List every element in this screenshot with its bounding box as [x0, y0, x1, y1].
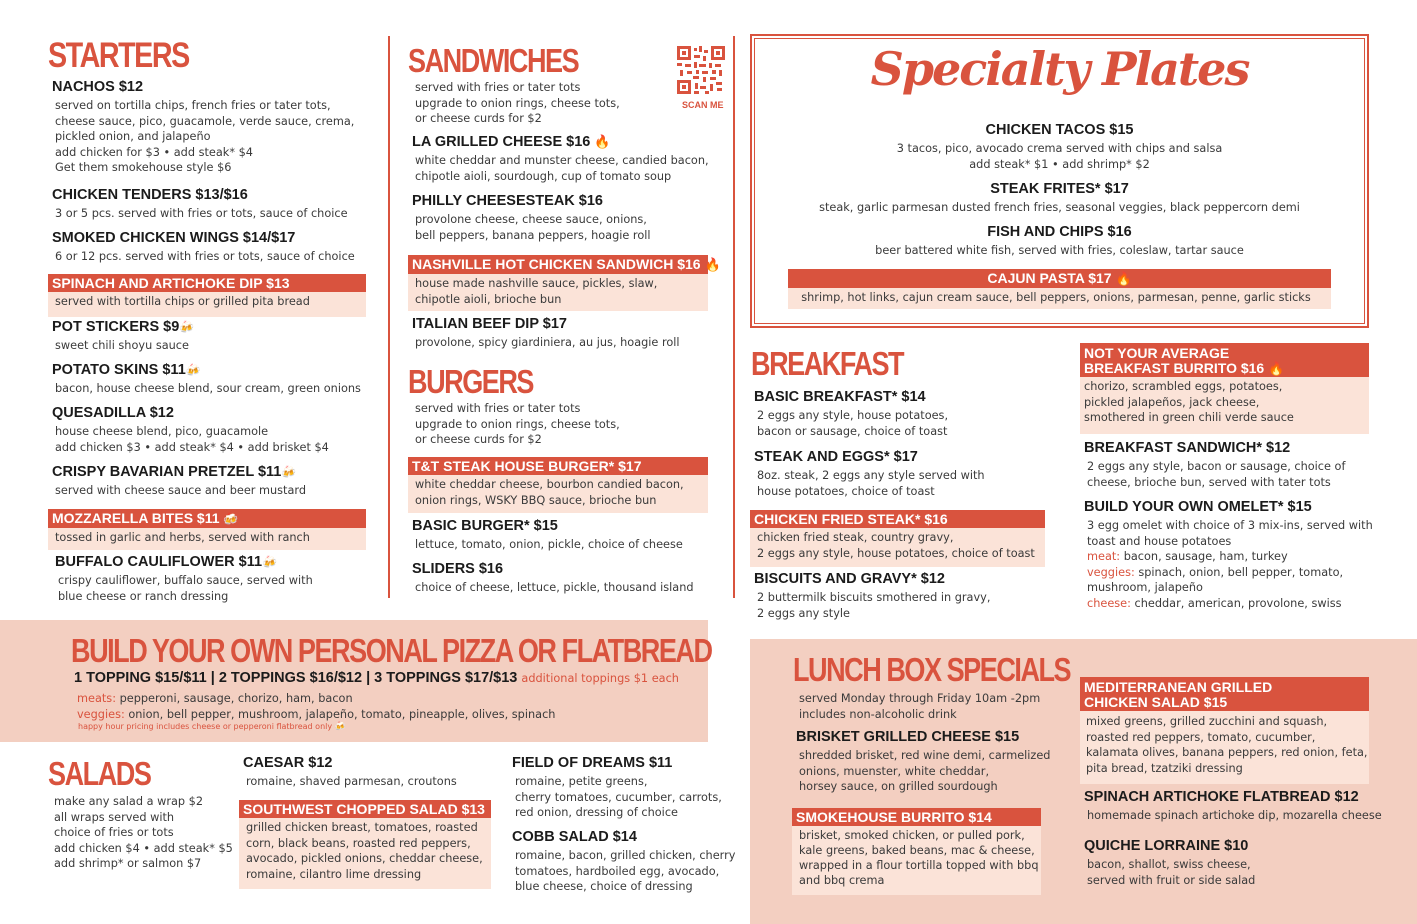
lunch-title: LUNCH BOX SPECIALS	[793, 651, 1071, 688]
highlight-item: SOUTHWEST CHOPPED SALAD $13 grilled chicken breast, tomatoes, roasted corn, black beans, roasted red peppers, avocado, pickled onions, cheddar cheese, romaine, cilantro lime dressing	[239, 800, 491, 889]
specialty-title: Specialty Plates	[870, 42, 1249, 96]
menu-item: ITALIAN BEEF DIP $17 provolone, spicy giardiniera, au jus, hoagie roll	[412, 316, 680, 349]
highlight-item: SMOKEHOUSE BURRITO $14 brisket, smoked chicken, or pulled pork, kale greens, baked beans, mac & cheese, wrapped in a flour tortilla topped with bbq and bbq crema	[792, 808, 1041, 895]
happy-hour-icon: 🍻	[223, 512, 239, 526]
menu-item: QUICHE LORRAINE $10 bacon, shallot, swiss cheese, served with fruit or side salad	[1084, 838, 1256, 887]
menu-item: STEAK FRITES* $17 steak, garlic parmesan dusted french fries, seasonal veggies, black peppercorn demi	[819, 181, 1300, 214]
lunch-intro: served Monday through Friday 10am -2pm includes non-alcoholic drink	[799, 692, 1041, 721]
menu-item: POTATO SKINS $11🍻 bacon, house cheese blend, sour cream, green onions	[52, 362, 361, 395]
happy-hour-icon: 🍻	[262, 555, 277, 569]
menu-item: BREAKFAST SANDWICH* $12 2 eggs any style, bacon or sausage, choice of cheese, brioche bun, served with tater tots	[1084, 440, 1346, 489]
menu-item: BISCUITS AND GRAVY* $12 2 buttermilk biscuits smothered in gravy, 2 eggs any style	[754, 571, 991, 620]
spicy-flame-icon: 🔥	[1268, 361, 1285, 376]
menu-item: LA GRILLED CHEESE $16 🔥 white cheddar and munster cheese, candied bacon, chipotle aioli, sourdough, cup of tomato soup	[412, 134, 709, 183]
menu-item: SPINACH ARTICHOKE FLATBREAD $12 homemade spinach artichoke dip, mozarella cheese	[1084, 789, 1382, 822]
menu-item: COBB SALAD $14 romaine, bacon, grilled chicken, cherry tomatoes, hardboiled egg, avocado, blue cheese, choice of dressing	[512, 829, 736, 893]
highlight-item: CHICKEN FRIED STEAK* $16 chicken fried steak, country gravy, 2 eggs any style, house potatoes, choice of toast	[750, 510, 1045, 567]
salads-intro: make any salad a wrap $2 all wraps served with choice of fries or tots add chicken $4 • add steak* $5 add shrimp* or salmon $7	[54, 795, 233, 870]
menu-item: BASIC BURGER* $15 lettuce, tomato, onion, pickle, choice of cheese	[412, 518, 683, 551]
salads-title: SALADS	[48, 755, 151, 792]
menu-item: FIELD OF DREAMS $11 romaine, petite greens, cherry tomatoes, cucumber, carrots, red onion, dressing of choice	[512, 755, 722, 819]
menu-item: CHICKEN TENDERS $13/$16 3 or 5 pcs. served with fries or tots, sauce of choice	[52, 187, 348, 220]
highlight-item: CAJUN PASTA $17 🔥 shrimp, hot links, cajun cream sauce, bell peppers, onions, parmesan, penne, garlic sticks	[788, 269, 1331, 309]
menu-item: FISH AND CHIPS $16 beer battered white fish, served with fries, coleslaw, tartar sauce	[875, 224, 1244, 257]
menu-item: PHILLY CHEESESTEAK $16 provolone cheese, cheese sauce, onions, bell peppers, banana peppers, hoagie roll	[412, 193, 651, 242]
menu-item: NACHOS $12 served on tortilla chips, french fries or tater tots, cheese sauce, pico, guacamole, verde sauce, crema, pickled onion, and jalapeño add chicken for $3 • add steak* $4 Get them smokehouse style $6	[52, 79, 355, 174]
pizza-pricing: 1 TOPPING $15/$11 | 2 TOPPINGS $16/$12 | 3 TOPPINGS $17/$13 additional toppings $1 each	[74, 670, 679, 686]
burgers-title: BURGERS	[408, 363, 533, 400]
spicy-flame-icon: 🔥	[594, 134, 611, 149]
scan-me-label: SCAN ME	[682, 100, 724, 110]
highlight-item: NASHVILLE HOT CHICKEN SANDWICH $16 🔥 house made nashville sauce, pickles, slaw, chipotle aioli, brioche bun	[408, 255, 708, 311]
menu-item: CAESAR $12 romaine, shaved parmesan, croutons	[243, 755, 457, 788]
divider-starters-sandwiches	[388, 36, 390, 598]
pizza-toppings: meats: pepperoni, sausage, chorizo, ham, bacon veggies: onion, bell pepper, mushroom, jalapeño, tomato, pineapple, olives, spinach	[77, 692, 556, 721]
menu-item: QUESADILLA $12 house cheese blend, pico, guacamole add chicken $3 • add steak* $4 • add brisket $4	[52, 405, 329, 454]
pizza-title: BUILD YOUR OWN PERSONAL PIZZA OR FLATBREAD	[71, 632, 712, 669]
happy-hour-icon: 🍻	[185, 363, 201, 377]
breakfast-title: BREAKFAST	[751, 345, 904, 382]
happy-hour-icon: 🍻	[281, 465, 297, 479]
highlight-item: SPINACH AND ARTICHOKE DIP $13 served with tortilla chips or grilled pita bread	[48, 274, 366, 317]
menu-item: BUFFALO CAULIFLOWER $11🍻 crispy cauliflower, buffalo sauce, served with blue cheese or ranch dressing	[55, 554, 313, 603]
highlight-item: NOT YOUR AVERAGE BREAKFAST BURRITO $16 🔥 chorizo, scrambled eggs, potatoes, pickled jalapeños, jack cheese, smothered in green chili verde sauce	[1080, 343, 1369, 434]
menu-item: STEAK AND EGGS* $17 8oz. steak, 2 eggs any style served with house potatoes, choice of toast	[754, 449, 985, 498]
qr-code[interactable]	[677, 46, 725, 94]
highlight-item: T&T STEAK HOUSE BURGER* $17 white cheddar cheese, bourbon candied bacon, onion rings, WSKY BBQ sauce, brioche bun	[408, 457, 708, 513]
menu-item: CRISPY BAVARIAN PRETZEL $11🍻 served with cheese sauce and beer mustard	[52, 464, 307, 497]
highlight-item: MEDITERRANEAN GRILLED CHICKEN SALAD $15 mixed greens, grilled zucchini and squash, roasted red peppers, tomato, cucumber, kalamata olives, banana peppers, red onion, feta, pita bread, tzatziki dressing	[1080, 677, 1369, 784]
menu-item: SMOKED CHICKEN WINGS $14/$17 6 or 12 pcs. served with fries or tots, sauce of choice	[52, 230, 355, 263]
menu-item: POT STICKERS $9🍻 sweet chili shoyu sauce	[52, 319, 195, 352]
pizza-note: happy hour pricing includes cheese or pepperoni flatbread only 🍻	[78, 722, 346, 732]
sandwiches-title: SANDWICHES	[408, 42, 579, 79]
happy-hour-icon: 🍻	[179, 320, 195, 334]
menu-item: BASIC BREAKFAST* $14 2 eggs any style, house potatoes, bacon or sausage, choice of toast	[754, 389, 949, 438]
divider-sandwiches-specialty	[733, 36, 735, 598]
happy-hour-icon: 🍻	[334, 722, 346, 732]
menu-item: BUILD YOUR OWN OMELET* $15 3 egg omelet with choice of 3 mix-ins, served with toast and house potatoes meat: bacon, sausage, ham, turkey veggies: spinach, onion, bell pepper, tomato, mushroom, jalapeño cheese: cheddar, american, provolone, swiss	[1084, 499, 1373, 610]
spicy-flame-icon: 🔥	[704, 257, 721, 272]
burgers-intro: served with fries or tater tots upgrade to onion rings, cheese tots, or cheese curds for $2	[415, 402, 620, 446]
highlight-item: MOZZARELLA BITES $11 🍻 tossed in garlic and herbs, served with ranch	[48, 509, 366, 550]
starters-title: STARTERS	[48, 36, 189, 75]
menu-item: SLIDERS $16 choice of cheese, lettuce, pickle, thousand island	[412, 561, 694, 594]
sandwiches-intro: served with fries or tater tots upgrade to onion rings, cheese tots, or cheese curds for $2	[415, 81, 620, 125]
menu-item: BRISKET GRILLED CHEESE $15 shredded brisket, red wine demi, carmelized onions, muenster, white cheddar, horsey sauce, on grilled sourdough	[796, 729, 1051, 793]
menu-item: CHICKEN TACOS $15 3 tacos, pico, avocado crema served with chips and salsa add steak* $1 • add shrimp* $2	[896, 122, 1223, 171]
spicy-flame-icon: 🔥	[1115, 271, 1132, 286]
